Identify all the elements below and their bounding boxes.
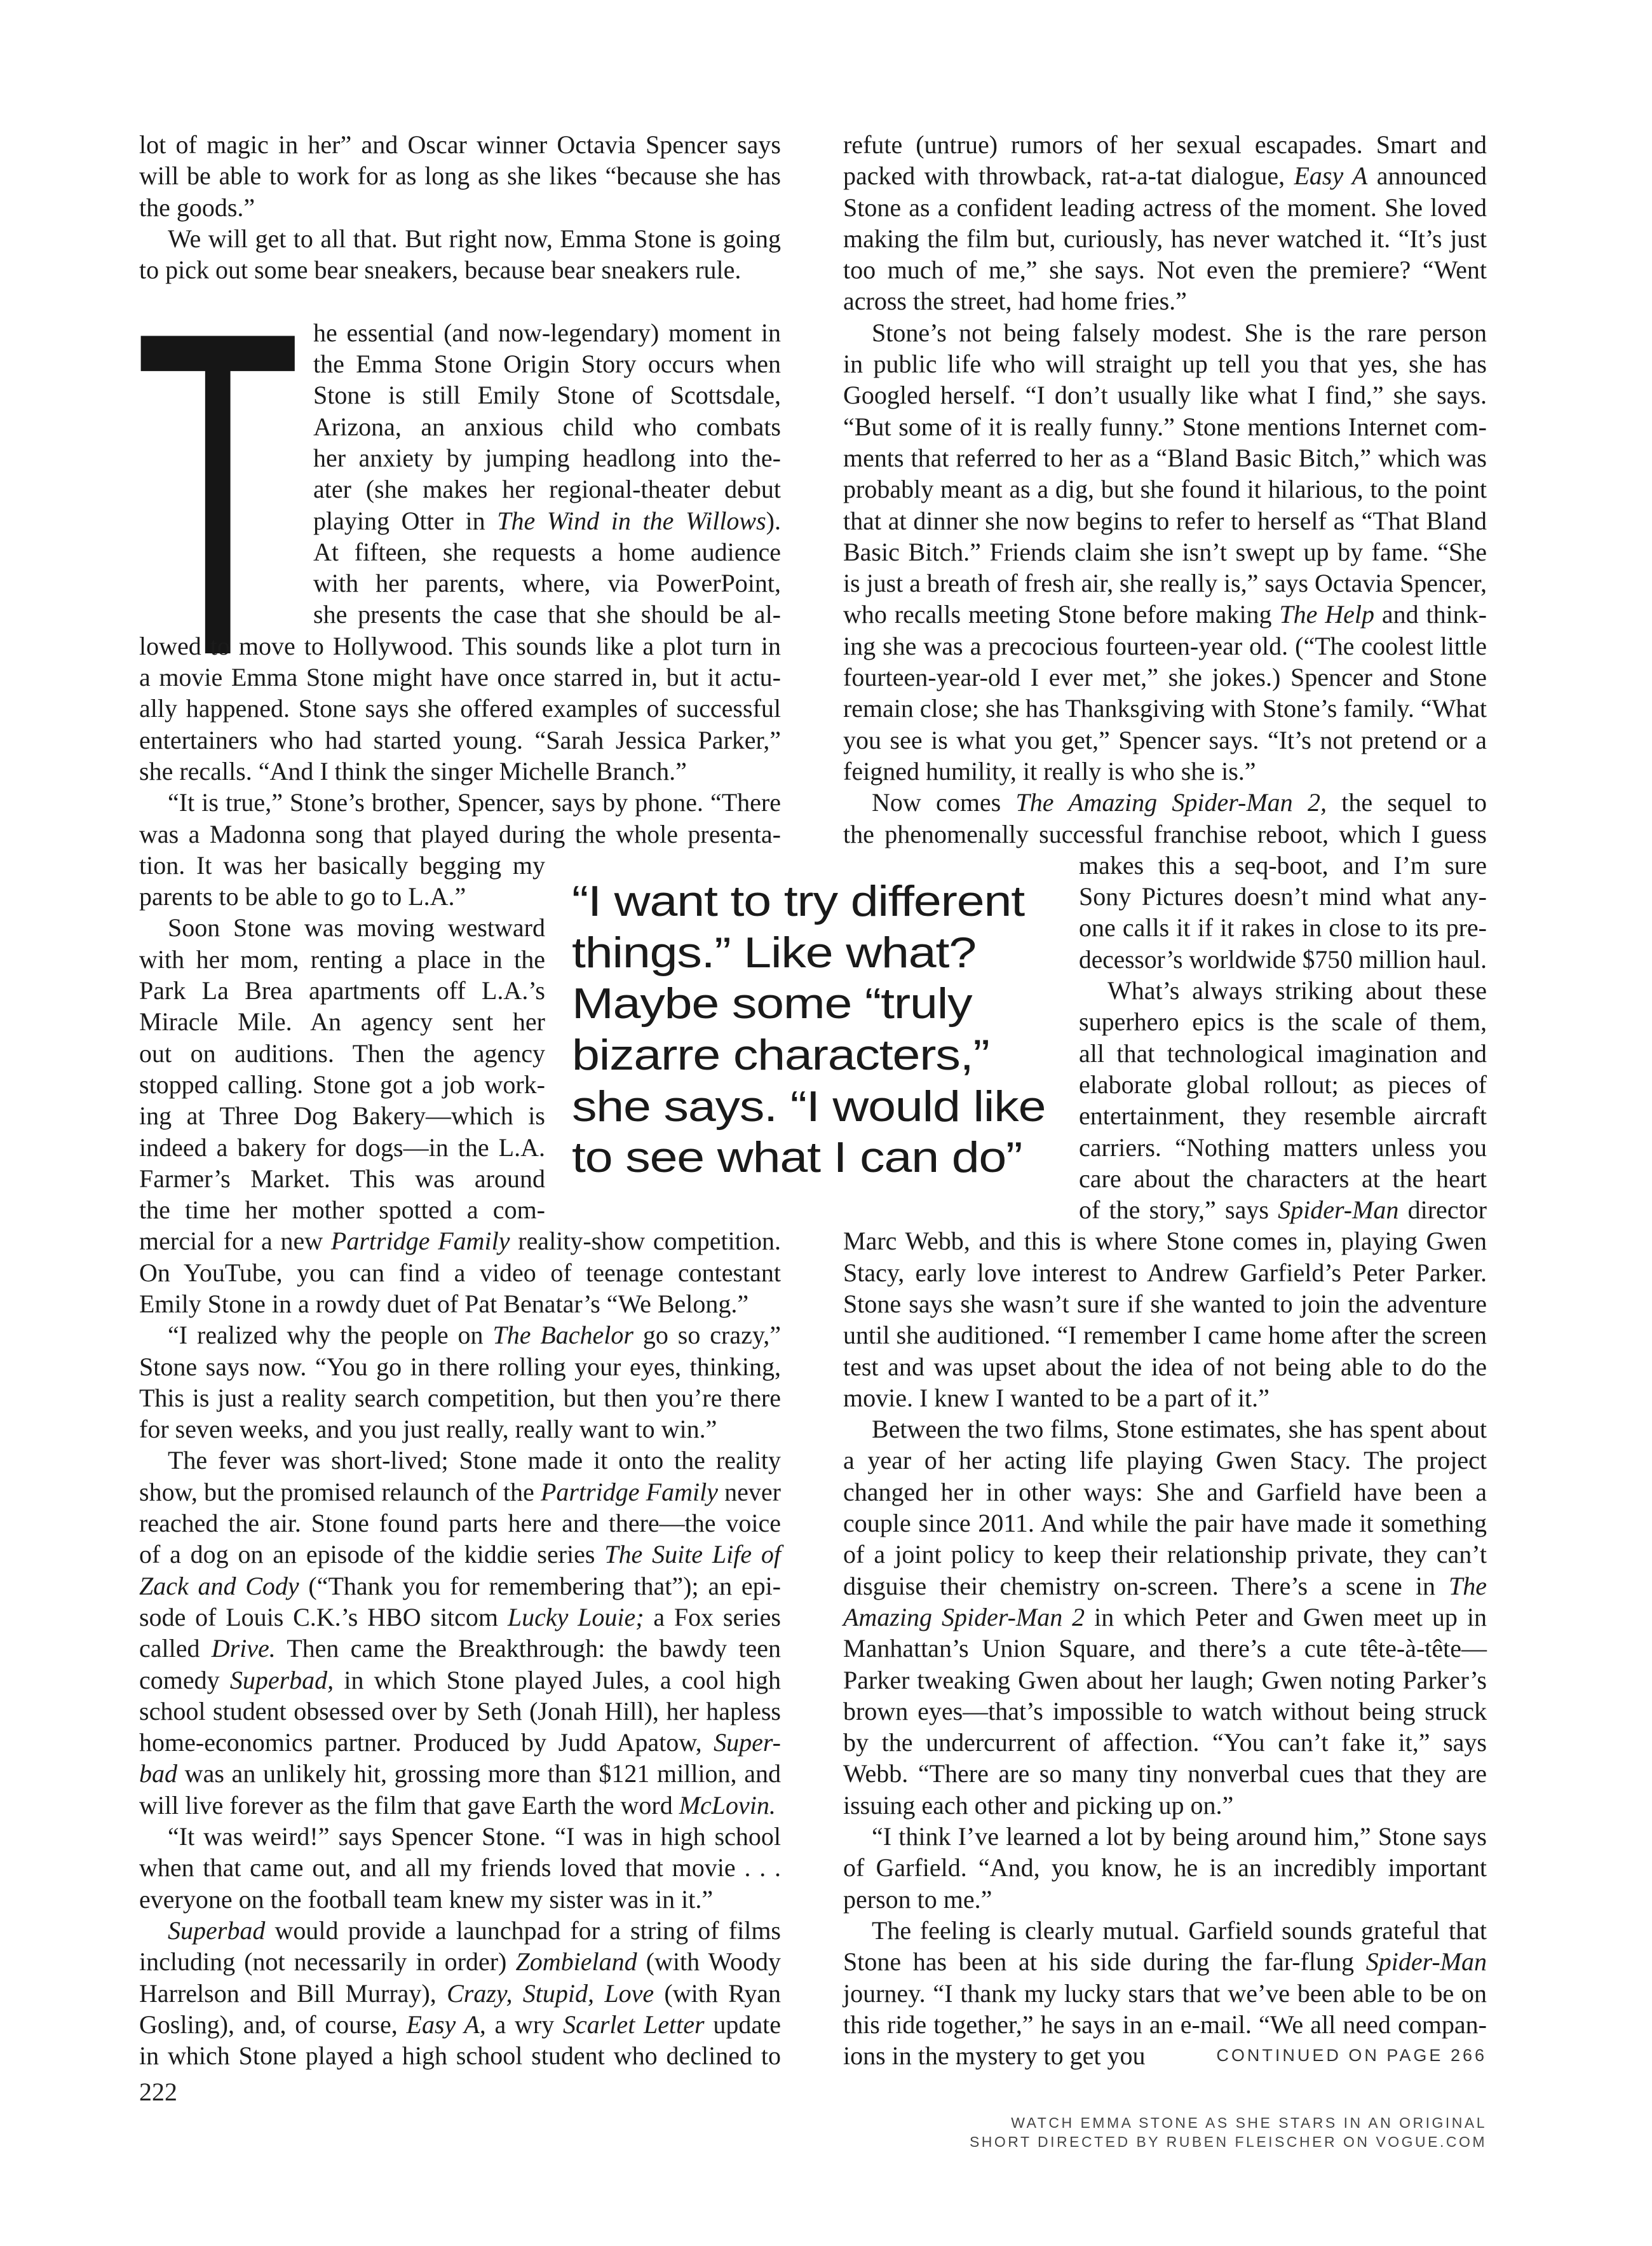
text-line-content: her anxiety by jumping headlong into the- <box>313 443 781 472</box>
text-line-content: Stone’s not being falsely modest. She is the rare person <box>872 318 1487 347</box>
text-line <box>313 599 781 630</box>
text-line <box>843 379 1487 411</box>
text-line-content: to pick out some bear sneakers, because bear sneakers rule. <box>139 255 741 285</box>
text-line <box>139 1413 781 1445</box>
text-line-content: entertainers who had started young. “Sarah Jessica Parker,” <box>139 725 781 754</box>
drop-cap: T <box>135 236 301 751</box>
pull-quote-text: things.” Like what? <box>572 928 976 977</box>
text-line <box>843 1946 1487 1977</box>
text-line-content: including (not necessarily in order) Zombieland (with Woody <box>139 1947 781 1977</box>
text-line-content: of Garfield. “And, you know, he is an incredibly important <box>843 1853 1487 1882</box>
text-line <box>139 944 545 975</box>
text-line-content: of a joint policy to keep their relationship private, they can’t <box>843 1540 1487 1569</box>
text-line <box>843 1664 1487 1696</box>
text-line-content: of a dog on an episode of the kiddie series The Suite Life of <box>139 1540 781 1569</box>
text-line <box>313 348 781 379</box>
text-line-content: when that came out, and all my friends loved that movie . . . <box>139 1853 781 1882</box>
text-line <box>139 1539 781 1570</box>
text-line <box>843 254 1487 285</box>
text-line <box>1079 881 1487 912</box>
text-line <box>843 1476 1487 1508</box>
text-line <box>139 1445 781 1476</box>
text-line <box>139 223 781 254</box>
pull-quote-text: “I want to try different <box>572 877 1024 925</box>
text-line <box>139 1570 781 1602</box>
text-line <box>139 1978 781 2009</box>
text-line-content: The feeling is clearly mutual. Garfield sounds grateful that <box>872 1916 1487 1945</box>
text-line <box>843 1288 1487 1319</box>
text-line-content: elaborate global rollout; as pieces of <box>1079 1070 1487 1099</box>
text-line <box>843 1727 1487 1758</box>
text-line <box>843 1696 1487 1727</box>
text-line <box>139 819 781 850</box>
text-line <box>139 1006 545 1037</box>
text-line-content: Soon Stone was moving westward <box>168 913 545 943</box>
text-line-content: you see is what you get,” Spencer says. “It’s not pretend or a <box>843 725 1487 754</box>
text-line <box>139 1100 545 1131</box>
pull-quote-text: Maybe some “truly <box>572 979 972 1028</box>
text-line <box>139 662 781 693</box>
text-line-content: show, but the promised relaunch of the Partridge Family never <box>139 1477 782 1506</box>
text-line <box>843 505 1487 536</box>
text-line-content: At fifteen, she requests a home audience <box>313 537 781 566</box>
text-line-content: for seven weeks, and you just really, really want to win.” <box>139 1415 717 1444</box>
text-line-content: tion. It was her basically begging my <box>139 850 545 880</box>
text-line <box>139 1915 781 1946</box>
text-line-content: called Drive. Then came the Breakthrough: the bawdy teen <box>139 1634 781 1663</box>
text-line-content: brown eyes—that’s impossible to watch without being struck <box>843 1696 1487 1725</box>
text-line <box>139 1132 545 1163</box>
text-line-content: changed her in other ways: She and Garfield have been a <box>843 1477 1487 1506</box>
text-line-content: Stone as a confident leading actress of the moment. She loved <box>843 193 1487 222</box>
text-line <box>843 1539 1487 1570</box>
text-line-content: On YouTube, you can find a video of teenage contestant <box>139 1258 781 1287</box>
text-line <box>843 662 1487 693</box>
text-line <box>139 2040 781 2071</box>
text-line-content: all that technological imagination and <box>1079 1038 1487 1068</box>
text-line-content: everyone on the football team knew my sister was in it.” <box>139 1884 714 1914</box>
text-line-content: disguise their chemistry on-screen. There’s a scene in The <box>843 1571 1487 1600</box>
text-line-content: ing at Three Dog Bakery—which is <box>139 1101 545 1131</box>
text-line <box>843 787 1487 818</box>
text-line-content: Between the two films, Stone estimates, she has spent about <box>872 1415 1487 1444</box>
text-line <box>1079 1100 1487 1131</box>
text-line <box>843 599 1487 630</box>
text-line-content: Stone says now. “You go in there rolling your eyes, thinking, <box>139 1352 781 1381</box>
text-line-content: Gosling), and, of course, Easy A, a wry Scarlet Letter update <box>139 2010 781 2039</box>
text-line <box>313 473 781 505</box>
footer-promo-note <box>970 2113 1487 2151</box>
text-line <box>843 1445 1487 1476</box>
text-line <box>139 254 781 285</box>
text-line-content: Emily Stone in a rowdy duet of Pat Benatar’s “We Belong.” <box>139 1289 749 1318</box>
text-line-content: issuing each other and picking up on.” <box>843 1790 1234 1820</box>
text-line <box>313 505 781 536</box>
text-line-content: What’s always striking about these <box>1107 976 1487 1005</box>
text-line <box>1079 1163 1487 1194</box>
text-line-content: refute (untrue) rumors of her sexual escapades. Smart and <box>843 130 1487 159</box>
text-line-content: ing she was a precocious fourteen-year old. (“The coolest little <box>843 631 1487 660</box>
text-line <box>843 285 1487 316</box>
text-line <box>843 819 1487 850</box>
text-line-content: the goods.” <box>139 193 255 222</box>
text-line <box>843 536 1487 568</box>
text-line <box>313 568 781 599</box>
text-line <box>843 1382 1487 1413</box>
text-line-content: The fever was short-lived; Stone made it onto the reality <box>168 1446 781 1475</box>
text-line-content: superhero epics is the scale of them, <box>1079 1007 1487 1037</box>
text-line-content: Harrelson and Bill Murray), Crazy, Stupid, Love (with Ryan <box>139 1978 781 2008</box>
text-line <box>843 1413 1487 1445</box>
text-line-content: this ride together,” he says in an e-mail. “We all need compan- <box>843 2010 1487 2039</box>
text-line <box>139 912 545 943</box>
text-line <box>843 1225 1487 1256</box>
text-line-content: Stone says she wasn’t sure if she wanted to join the adventure <box>843 1289 1487 1318</box>
text-line-content: the time her mother spotted a com- <box>139 1195 545 1225</box>
text-line-content: playing Otter in The Wind in the Willows). <box>313 506 781 535</box>
text-line-content: Webb. “There are so many tiny nonverbal cues that they are <box>843 1759 1487 1788</box>
text-line-content: “It is true,” Stone’s brother, Spencer, says by phone. “There <box>168 788 781 817</box>
text-line <box>139 1194 545 1225</box>
text-line-content: Marc Webb, and this is where Stone comes in, playing Gwen <box>843 1227 1487 1256</box>
text-line <box>139 1696 781 1727</box>
text-line <box>843 1570 1487 1602</box>
text-line-content: Arizona, an anxious child who combats <box>313 412 781 441</box>
text-line-content: indeed a bakery for dogs—in the L.A. <box>139 1133 545 1162</box>
text-line <box>843 1758 1487 1789</box>
text-line-content: a movie Emma Stone might have once starred in, but it actu- <box>139 663 781 692</box>
text-line-content: feigned humility, it really is who she is.” <box>843 756 1256 786</box>
text-line <box>843 129 1487 160</box>
text-line-content: Stacy, early love interest to Andrew Garfield’s Peter Parker. <box>843 1258 1487 1287</box>
pull-quote-text: bizarre characters,” <box>572 1031 989 1080</box>
text-line <box>843 1508 1487 1539</box>
text-line <box>1079 944 1487 975</box>
text-line <box>843 411 1487 442</box>
text-line-content: she presents the case that she should be al- <box>313 600 781 629</box>
text-line <box>843 473 1487 505</box>
text-line-content: in public life who will straight up tell you that yes, she has <box>843 350 1487 379</box>
text-line-content: was a Madonna song that played during the whole presenta- <box>139 819 781 848</box>
text-line-content: Now comes The Amazing Spider-Man 2, the sequel to <box>872 788 1487 817</box>
text-line-content: ions in the mystery to get you <box>843 2041 1146 2071</box>
text-line <box>139 1225 781 1256</box>
text-line <box>843 1915 1487 1946</box>
text-line <box>1079 912 1487 943</box>
text-line-content: school student obsessed over by Seth (Jonah Hill), her hapless <box>139 1696 781 1725</box>
text-line <box>139 693 781 724</box>
text-line-content: he essential (and now-legendary) moment in <box>313 318 781 347</box>
text-line-content: making the film but, curiously, has never watched it. “It’s just <box>843 224 1487 253</box>
text-line-content: sode of Louis C.K.’s HBO sitcom Lucky Louie; a Fox series <box>139 1602 781 1631</box>
text-line-content: entertainment, they resemble aircraft <box>1079 1101 1487 1131</box>
text-line <box>843 693 1487 724</box>
text-line <box>139 1790 781 1821</box>
text-line <box>1079 1132 1487 1163</box>
text-line <box>1079 1069 1487 1100</box>
text-line <box>139 1884 781 1915</box>
text-line <box>843 2009 1487 2040</box>
text-line <box>139 1476 781 1508</box>
pull-quote-line <box>572 1081 1055 1133</box>
text-line <box>1079 1006 1487 1037</box>
text-line <box>139 1758 781 1789</box>
text-line <box>843 630 1487 662</box>
text-line-content: Miracle Mile. An agency sent her <box>139 1007 545 1037</box>
text-line <box>843 1821 1487 1852</box>
text-line <box>843 568 1487 599</box>
text-line <box>139 1288 781 1319</box>
text-line <box>139 1633 781 1664</box>
text-line <box>139 1069 545 1100</box>
pull-quote-line <box>572 876 1055 927</box>
text-line-content: by the undercurrent of affection. “You can’t fake it,” says <box>843 1728 1487 1757</box>
text-line-content: lowed to move to Hollywood. This sounds like a plot turn in <box>139 631 781 660</box>
text-line <box>139 2009 781 2040</box>
text-line-content: the Emma Stone Origin Story occurs when <box>313 350 781 379</box>
text-line-content: in which Stone played a high school student who declined to <box>139 2041 781 2071</box>
text-line-content: of the story,” says Spider-Man director <box>1079 1195 1487 1225</box>
text-line-content: “I think I’ve learned a lot by being around him,” Stone says <box>872 1822 1487 1851</box>
text-line-content: that at dinner she now begins to refer to herself as “That Bland <box>843 506 1487 535</box>
text-line <box>843 160 1487 191</box>
text-line <box>139 787 781 818</box>
text-line <box>139 1602 781 1633</box>
text-line-content: Stone has been at his side during the far-flung Spider-Man <box>843 1947 1487 1977</box>
text-line <box>843 1852 1487 1883</box>
text-line-content: Stone is still Emily Stone of Scottsdale, <box>313 381 781 410</box>
text-line-content: person to me.” <box>843 1884 992 1914</box>
pull-quote-text: to see what I can do” <box>572 1133 1022 1182</box>
text-line-content: This is just a reality search competition, but then you’re there <box>139 1383 781 1412</box>
text-line-content: will be able to work for as long as she likes “because she has <box>139 161 781 191</box>
text-line-content: Googled herself. “I don’t usually like what I find,” she says. <box>843 381 1487 410</box>
text-line-content: Superbad would provide a launchpad for a string of films <box>168 1916 781 1945</box>
text-line-content: out on auditions. Then the agency <box>139 1038 545 1068</box>
text-line <box>843 725 1487 756</box>
text-line <box>843 1633 1487 1664</box>
text-line-content: will live forever as the film that gave Earth the word McLovin. <box>139 1790 776 1820</box>
text-line <box>843 223 1487 254</box>
text-line-content: decessor’s worldwide $750 million haul. <box>1079 944 1487 974</box>
footer-note-line: WATCH EMMA STONE AS SHE STARS IN AN ORIGINAL <box>1011 2114 1487 2131</box>
text-line <box>139 1038 545 1069</box>
text-line <box>139 881 545 912</box>
text-line-content: stopped calling. Stone got a job work- <box>139 1070 545 1099</box>
text-line-content: test and was upset about the idea of not being able to do the <box>843 1352 1487 1381</box>
text-line <box>843 1978 1487 2009</box>
text-line <box>139 1382 781 1413</box>
text-line-content: movie. I knew I wanted to be a part of it.” <box>843 1383 1269 1412</box>
text-line-content: Manhattan’s Union Square, and there’s a cute tête-à-tête— <box>843 1634 1487 1663</box>
pull-quote <box>572 876 1055 1183</box>
text-line-content: Park La Brea apartments off L.A.’s <box>139 976 545 1005</box>
footer-note-line: SHORT DIRECTED BY RUBEN FLEISCHER ON VOGUE.COM <box>969 2134 1487 2150</box>
text-line-content: Sony Pictures doesn’t mind what any- <box>1079 882 1487 911</box>
text-line <box>139 129 781 160</box>
text-line-content: makes this a seq-boot, and I’m sure <box>1079 850 1487 880</box>
text-line <box>139 1257 781 1288</box>
text-line-content: couple since 2011. And while the pair have made it something <box>843 1509 1487 1538</box>
page-number: 222 <box>139 2078 177 2106</box>
text-line-content: she recalls. “And I think the singer Michelle Branch.” <box>139 756 687 786</box>
text-line-content: Amazing Spider-Man 2 in which Peter and Gwen meet up in <box>843 1602 1487 1631</box>
text-line <box>139 285 781 316</box>
text-line <box>313 379 781 411</box>
text-line <box>313 442 781 473</box>
continued-on-page-label: CONTINUED ON PAGE 266 <box>1216 2046 1487 2066</box>
text-line-content: reached the air. Stone found parts here and there—the voice <box>139 1509 781 1538</box>
text-line <box>139 192 781 223</box>
text-line-content: carriers. “Nothing matters unless you <box>1079 1133 1487 1162</box>
text-line <box>843 1319 1487 1351</box>
text-line-content: bad was an unlikely hit, grossing more than $121 million, and <box>139 1759 781 1788</box>
text-line-content: until she auditioned. “I remember I came home after the screen <box>843 1321 1487 1350</box>
text-line-content: probably meant as a dig, but she found it hilarious, to the point <box>843 475 1487 504</box>
text-line <box>139 1664 781 1696</box>
pull-quote-line <box>572 1132 1055 1183</box>
text-line <box>843 756 1487 787</box>
text-line-content: packed with throwback, rat-a-tat dialogue, Easy A announced <box>843 161 1487 191</box>
pull-quote-line <box>572 1030 1055 1081</box>
text-line-content: care about the characters at the heart <box>1079 1164 1487 1193</box>
text-line <box>843 317 1487 348</box>
text-line <box>139 725 781 756</box>
text-line <box>843 1884 1487 1915</box>
text-line <box>139 1351 781 1382</box>
text-line <box>139 160 781 191</box>
text-line-content: one calls it if it rakes in close to its pre- <box>1079 913 1487 943</box>
text-line <box>1079 1194 1487 1225</box>
text-line-content: “But some of it is really funny.” Stone mentions Internet com- <box>843 412 1487 441</box>
text-line <box>139 975 545 1006</box>
text-line <box>843 442 1487 473</box>
text-line-content: the phenomenally successful franchise reboot, which I guess <box>843 819 1487 848</box>
text-line <box>139 1821 781 1852</box>
text-line-content: We will get to all that. But right now, Emma Stone is going <box>168 224 781 253</box>
text-line <box>139 630 781 662</box>
text-line-content: ally happened. Stone says she offered examples of successful <box>139 694 781 723</box>
text-line-content: mercial for a new Partridge Family reality-show competition. <box>139 1227 781 1256</box>
text-line-content: too much of me,” she says. Not even the premiere? “Went <box>843 255 1487 285</box>
text-line <box>843 1351 1487 1382</box>
text-line <box>843 1790 1487 1821</box>
text-line-content: fourteen-year-old I ever met,” she jokes.) Spencer and Stone <box>843 663 1487 692</box>
text-line <box>843 1257 1487 1288</box>
text-line-content: a year of her acting life playing Gwen Stacy. The project <box>843 1446 1487 1475</box>
text-line-content: journey. “I thank my lucky stars that we’ve been able to be on <box>843 1978 1487 2008</box>
text-line-content: Parker tweaking Gwen about her laugh; Gwen noting Parker’s <box>843 1665 1487 1694</box>
text-line-content: is just a breath of fresh air, she really is,” says Octavia Spencer, <box>843 569 1487 598</box>
text-line-content: comedy Superbad, in which Stone played Jules, a cool high <box>139 1665 781 1694</box>
text-line <box>1079 850 1487 881</box>
text-line-content: with her mom, renting a place in the <box>139 944 545 974</box>
text-line-content: parents to be able to go to L.A.” <box>139 882 466 911</box>
text-line-content: who recalls meeting Stone before making The Help and think- <box>843 600 1487 629</box>
text-line <box>313 536 781 568</box>
text-line <box>139 1727 781 1758</box>
text-line-content: remain close; she has Thanksgiving with Stone’s family. “What <box>843 694 1487 723</box>
text-line <box>139 756 781 787</box>
text-line-content: “I realized why the people on The Bachelor go so crazy,” <box>168 1321 782 1350</box>
text-line <box>843 2040 1487 2071</box>
text-line-content: Zack and Cody (“Thank you for remembering that”); an epi- <box>139 1571 782 1600</box>
text-line-content: across the street, had home fries.” <box>843 287 1187 316</box>
text-line-content: lot of magic in her” and Oscar winner Octavia Spencer says <box>139 130 781 159</box>
text-line <box>139 850 545 881</box>
text-line <box>139 1946 781 1977</box>
text-line-content: Farmer’s Market. This was around <box>139 1164 545 1193</box>
pull-quote-text: she says. “I would like <box>572 1082 1046 1131</box>
text-line <box>313 411 781 442</box>
text-line-content: ments that referred to her as a “Bland Basic Bitch,” which was <box>843 443 1487 472</box>
text-line-content: Basic Bitch.” Friends claim she isn’t swept up by fame. “She <box>843 537 1487 566</box>
text-line <box>139 1852 781 1883</box>
text-line <box>1079 1038 1487 1069</box>
text-line <box>139 1508 781 1539</box>
text-line <box>843 192 1487 223</box>
pull-quote-line <box>572 927 1055 979</box>
text-line <box>139 1163 545 1194</box>
text-line-content: ater (she makes her regional-theater debut <box>313 475 781 504</box>
text-line-content: “It was weird!” says Spencer Stone. “I was in high school <box>168 1822 781 1851</box>
text-line-content: with her parents, where, via PowerPoint, <box>313 569 781 598</box>
text-line <box>843 348 1487 379</box>
text-line <box>139 1319 781 1351</box>
text-line <box>843 1602 1487 1633</box>
text-line <box>1079 975 1487 1006</box>
text-line-content: home-economics partner. Produced by Judd Apatow, Super- <box>139 1728 781 1757</box>
pull-quote-line <box>572 978 1055 1030</box>
text-line <box>313 317 781 348</box>
